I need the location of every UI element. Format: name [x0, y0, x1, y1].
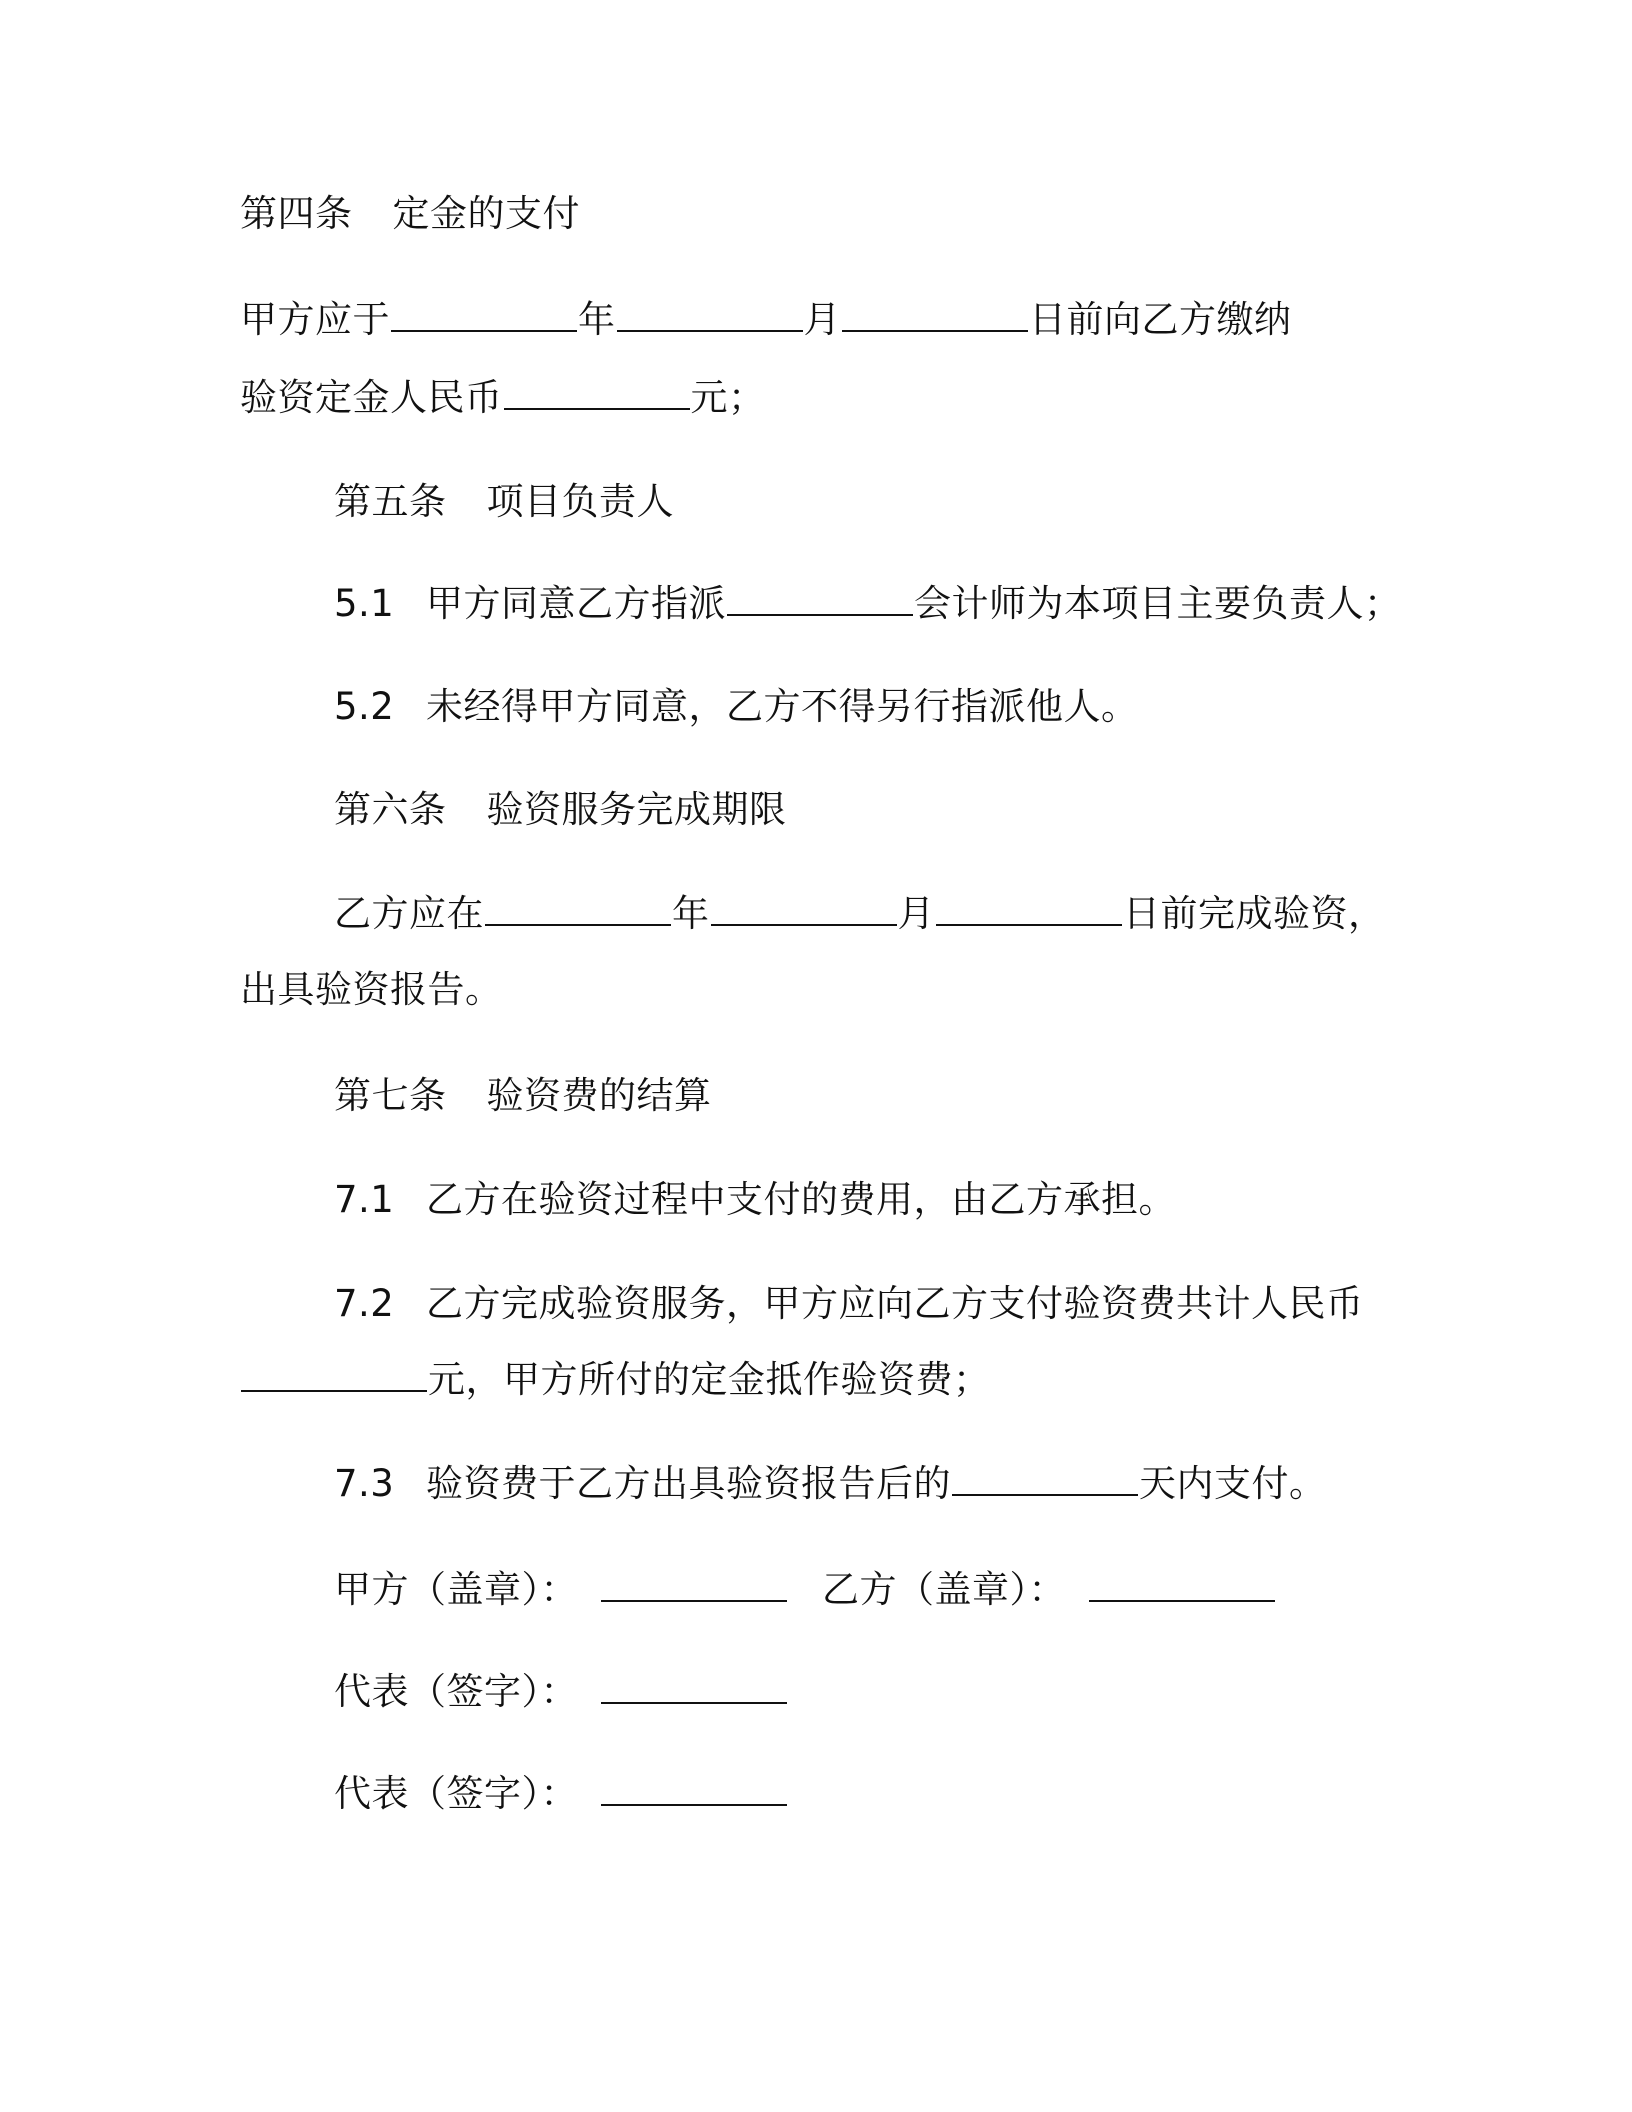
text-segment: 日前完成验资， [1123, 892, 1386, 935]
article4-heading-title: 定金的支付 [392, 192, 580, 235]
representative-label: 代表（签字）： [334, 1670, 578, 1713]
clause-7-2-line1 [334, 1280, 1364, 1328]
text-segment: 未经得甲方同意，乙方不得另行指派他人。 [426, 685, 1139, 728]
text-segment: 年 [578, 298, 616, 341]
signature-stamp-row [334, 1566, 1276, 1614]
article6-heading [334, 786, 787, 834]
blank-deposit-amount[interactable] [504, 378, 690, 410]
text-segment: 甲方应于 [240, 298, 390, 341]
article4-para1-line1 [240, 296, 1292, 344]
blank-day[interactable] [842, 300, 1028, 332]
clause-number: 5.2 [334, 685, 395, 728]
clause-5-1 [334, 580, 1402, 628]
clause-number: 7.2 [334, 1282, 395, 1325]
text-segment: 甲方同意乙方指派 [426, 582, 726, 625]
article5-heading-num: 第五条 [334, 480, 447, 523]
article4-para1-line2 [240, 374, 766, 422]
text-segment: 乙方应在 [334, 892, 484, 935]
blank-month[interactable] [711, 894, 897, 926]
representative-row-2 [334, 1770, 788, 1818]
text-segment: 出具验资报告。 [240, 968, 503, 1011]
article6-heading-title: 验资服务完成期限 [486, 788, 787, 831]
clause-number: 7.1 [334, 1178, 395, 1221]
blank-day[interactable] [936, 894, 1122, 926]
article6-para1-line1 [334, 890, 1386, 938]
article6-para1-line2 [240, 966, 503, 1014]
text-segment: 年 [672, 892, 710, 935]
blank-accountant[interactable] [727, 584, 913, 616]
blank-month[interactable] [617, 300, 803, 332]
text-segment: 天内支付。 [1139, 1462, 1327, 1505]
clause-7-3 [334, 1460, 1327, 1508]
blank-year[interactable] [485, 894, 671, 926]
text-segment: 验资费于乙方出具验资报告后的 [426, 1462, 951, 1505]
representative-label: 代表（签字）： [334, 1772, 578, 1815]
text-segment: 月 [897, 892, 935, 935]
clause-number: 5.1 [334, 582, 395, 625]
text-segment: 元，甲方所付的定金抵作验资费； [428, 1358, 991, 1401]
text-segment: 验资定金人民币 [240, 376, 503, 419]
text-segment: 乙方完成验资服务，甲方应向乙方支付验资费共计人民币 [426, 1282, 1364, 1325]
text-segment: 月 [803, 298, 841, 341]
clause-number: 7.3 [334, 1462, 395, 1505]
article4-heading-num: 第四条 [240, 192, 353, 235]
blank-days[interactable] [952, 1464, 1138, 1496]
article6-heading-num: 第六条 [334, 788, 447, 831]
blank-year[interactable] [391, 300, 577, 332]
article4-heading [240, 190, 580, 238]
article7-heading-title: 验资费的结算 [486, 1074, 712, 1117]
article5-heading [334, 478, 674, 526]
clause-7-2-line2 [240, 1356, 991, 1404]
representative-row-1 [334, 1668, 788, 1716]
article7-heading-num: 第七条 [334, 1074, 447, 1117]
party-b-stamp-label: 乙方（盖章）： [822, 1568, 1066, 1611]
article7-heading [334, 1072, 712, 1120]
text-segment: 会计师为本项目主要负责人； [914, 582, 1402, 625]
clause-5-2 [334, 683, 1139, 731]
text-segment: 日前向乙方缴纳 [1029, 298, 1292, 341]
representative-signature-field[interactable] [601, 1672, 787, 1704]
text-segment: 乙方在验资过程中支付的费用，由乙方承担。 [426, 1178, 1176, 1221]
party-a-stamp-field[interactable] [601, 1570, 787, 1602]
clause-7-1 [334, 1176, 1176, 1224]
party-b-stamp-field[interactable] [1089, 1570, 1275, 1602]
blank-fee-amount[interactable] [241, 1360, 427, 1392]
party-a-stamp-label: 甲方（盖章）： [334, 1568, 578, 1611]
text-segment: 元； [690, 376, 766, 419]
representative-signature-field[interactable] [601, 1774, 787, 1806]
article5-heading-title: 项目负责人 [486, 480, 674, 523]
